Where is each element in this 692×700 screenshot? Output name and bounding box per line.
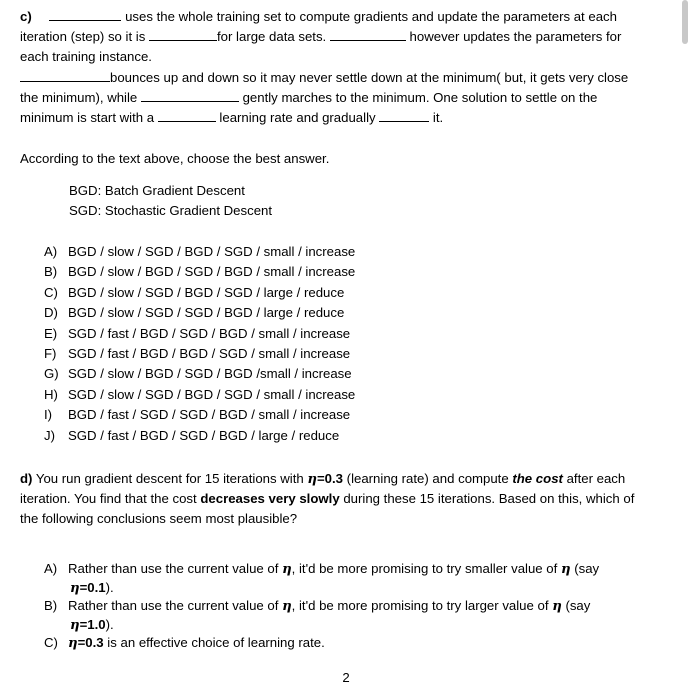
option-text: BGD / slow / SGD / BGD / SGD / small / increase: [68, 244, 356, 259]
option-letter: A): [44, 244, 58, 259]
option-c-item[interactable]: [44, 345, 350, 362]
question-c-line-5: the minimum), while gently marches to the minimum. One solution to settle on the: [20, 90, 598, 105]
option-c-item[interactable]: [44, 243, 355, 260]
page-number: 2: [342, 670, 350, 685]
blank-3: [330, 28, 406, 41]
blank-6: [158, 109, 216, 122]
abbrev-sgd: SGD: Stochastic Gradient Descent: [69, 203, 273, 218]
question-c-line-2: iteration (step) so it is for large data sets. however updates the parameters for: [20, 29, 622, 44]
blank-1: [49, 8, 121, 21]
blank-7: [379, 109, 429, 122]
option-text: BGD / slow / SGD / BGD / SGD / large / reduce: [68, 284, 345, 300]
question-c-line-6: minimum is start with a learning rate and gradually it.: [20, 110, 444, 125]
question-d-label: d): [20, 471, 33, 486]
option-text: BGD / slow / SGD / SGD / BGD / large / reduce: [68, 305, 345, 321]
scrollbar[interactable]: [682, 0, 688, 44]
option-d-b[interactable]: B) Rather than use the current value of η, it'd be more promising to try larger value of η (say: [44, 598, 591, 614]
option-text: BGD / slow / BGD / SGD / BGD / small / increase: [68, 264, 356, 280]
option-text: SGD / slow / BGD / SGD / BGD /small / increase: [68, 366, 352, 382]
question-c-label: c): [20, 9, 32, 24]
option-c-item[interactable]: [44, 284, 344, 301]
question-d-line-3: the following conclusions seem most plausible?: [20, 511, 298, 526]
blank-4: [20, 69, 110, 82]
option-text: SGD / slow / SGD / BGD / SGD / small / increase: [68, 386, 356, 402]
option-c-item[interactable]: [44, 427, 339, 444]
option-d-a-cont: η=0.1).: [70, 580, 114, 596]
option-letter: B): [44, 264, 58, 280]
question-c-line-3: each training instance.: [20, 49, 152, 64]
option-text: BGD / fast / SGD / SGD / BGD / small / increase: [68, 407, 351, 423]
option-d-c[interactable]: C) η=0.3 is an effective choice of learning rate.: [44, 635, 325, 651]
option-letter: G): [44, 366, 59, 382]
option-c-item[interactable]: [44, 304, 344, 321]
abbrev-bgd: BGD: Batch Gradient Descent: [69, 183, 245, 198]
option-letter: J): [44, 427, 55, 443]
blank-5: [141, 89, 239, 102]
option-text: SGD / fast / BGD / SGD / BGD / small / increase: [68, 325, 351, 341]
option-d-b-cont: η=1.0).: [70, 617, 114, 633]
instruction-text: According to the text above, choose the best answer.: [20, 151, 330, 166]
option-c-item[interactable]: [44, 406, 350, 423]
option-d-a[interactable]: A) Rather than use the current value of η, it'd be more promising to try smaller value of η (say: [44, 561, 600, 577]
option-c-item[interactable]: [44, 386, 355, 403]
option-letter: E): [44, 325, 58, 341]
option-text: SGD / fast / BGD / SGD / BGD / large / reduce: [68, 427, 340, 443]
option-c-item[interactable]: [44, 365, 352, 382]
question-d-line-1: d) You run gradient descent for 15 iterations with η=0.3 (learning rate) and compute the cost after each: [20, 471, 626, 487]
question-c-line-4: bounces up and down so it may never settle down at the minimum( but, it gets very close: [20, 69, 628, 86]
option-c-item[interactable]: [44, 325, 350, 342]
option-letter: H): [44, 386, 58, 402]
option-c-item[interactable]: [44, 263, 355, 280]
question-c-line-1: c) uses the whole training set to compute gradients and update the parameters at each: [20, 9, 617, 24]
option-letter: F): [44, 346, 57, 361]
blank-2: [149, 28, 217, 41]
question-d-line-2: iteration. You find that the cost decreases very slowly during these 15 iterations. Based on this, which of: [20, 491, 635, 506]
option-letter: D): [44, 305, 58, 321]
option-letter: I): [44, 407, 53, 423]
eta-symbol: η: [307, 472, 317, 487]
option-text: SGD / fast / BGD / BGD / SGD / small / increase: [68, 346, 351, 361]
option-letter: C): [44, 284, 58, 300]
